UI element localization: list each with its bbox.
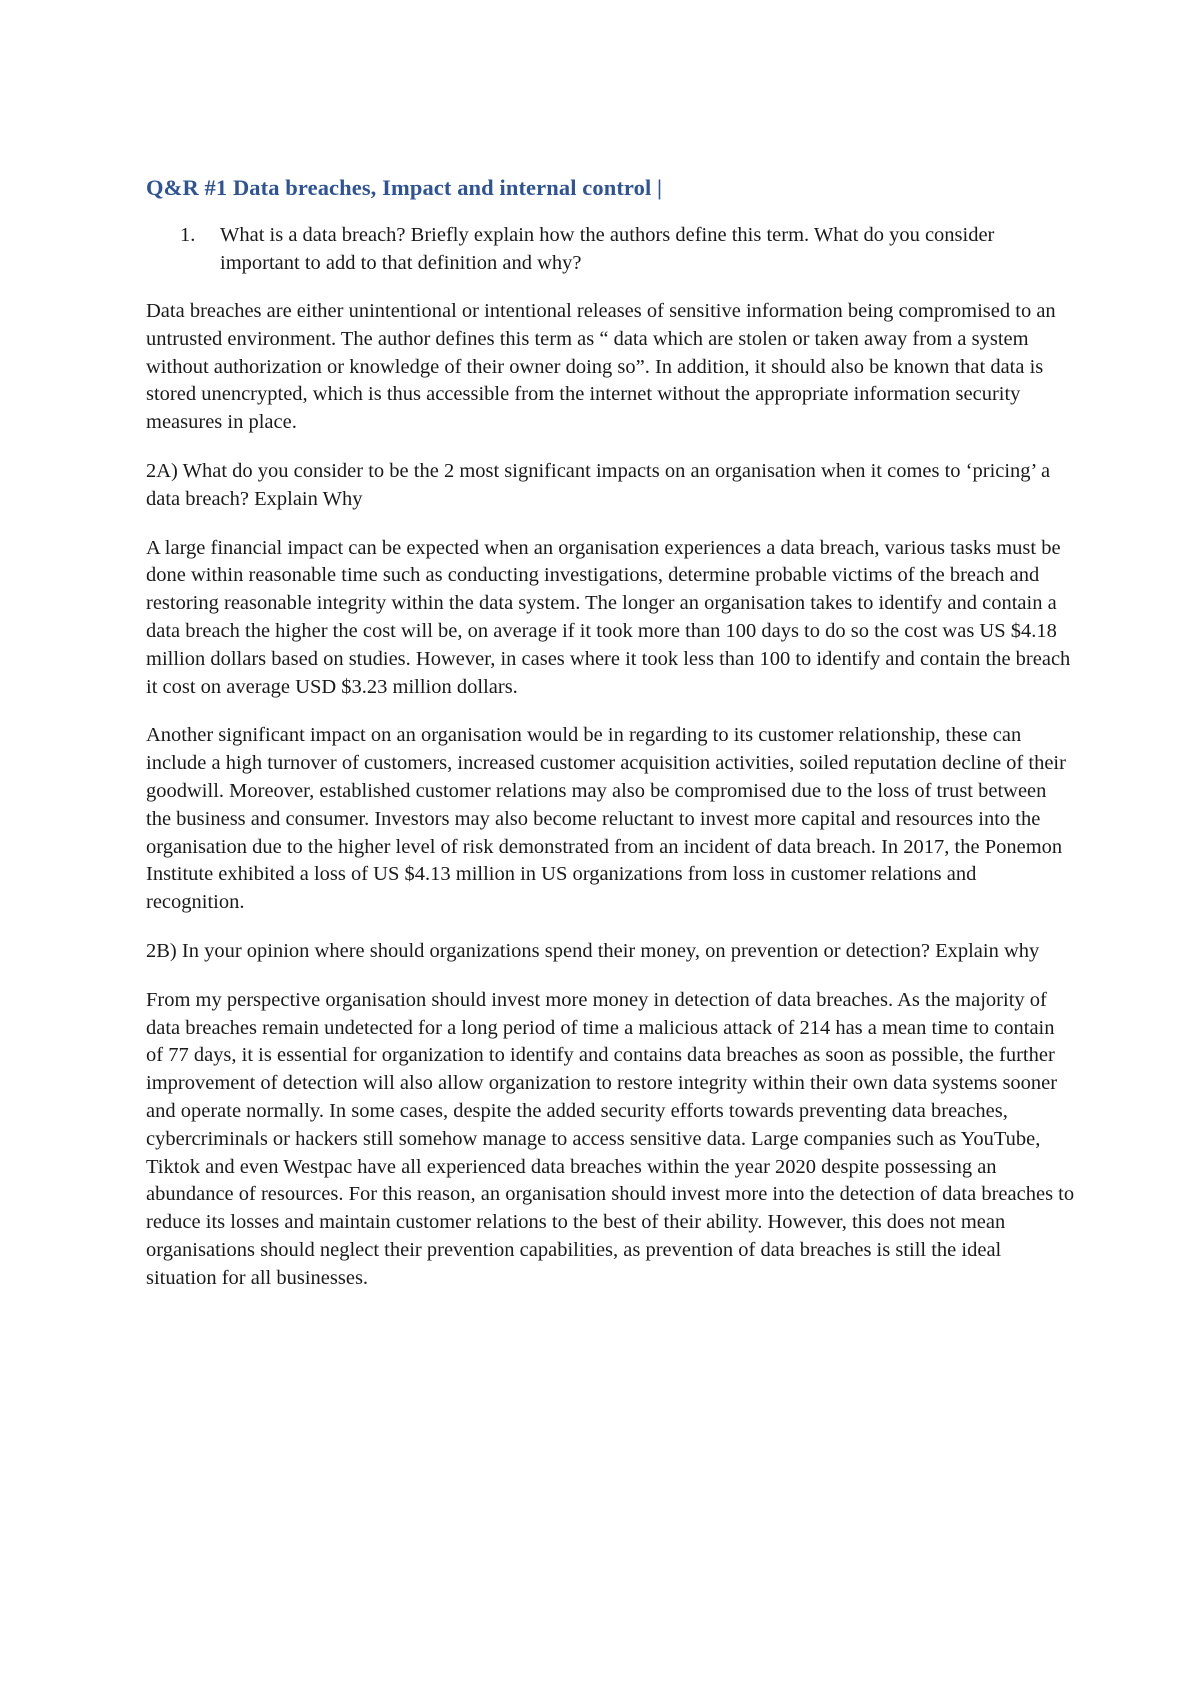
question-2b: 2B) In your opinion where should organizations spend their money, on prevention or detection? Explain why xyxy=(146,939,1040,962)
document-title: Q&R #1 Data breaches, Impact and internal control | xyxy=(146,175,663,200)
answer-2a-paragraph-2: Another significant impact on an organisation would be in regarding to its customer relationship, these can include a high turnover of customers, increased customer acquisition activities, soiled reputation decline of their goodwill. Moreover, established customer relations may also be compromised due to the loss of trust between the business and consumer. Investors may also become reluctant to invest more capital and resources into the organisation due to the higher level of risk demonstrated from an incident of data breach. In 2017, the Ponemon Institute exhibited a loss of US $4.13 million in US organizations from loss in customer relations and recognition. xyxy=(146,724,1066,914)
question-1-number: 1. xyxy=(180,224,196,246)
answer-2b: From my perspective organisation should invest more money in detection of data breaches. As the majority of data breaches remain undetected for a long period of time a malicious attack of 214 has a mean time to contain of 77 days, it is essential for organization to identify and contains data breaches as soon as possible, the further improvement of detection will also allow organization to restore integrity within their own data systems sooner and operate normally. In some cases, despite the added security efforts towards preventing data breaches, cybercriminals or hackers still somehow manage to access sensitive data. Large companies such as YouTube, Tiktok and even Westpac have all experienced data breaches within the year 2020 despite possessing an abundance of resources. For this reason, an organisation should invest more into the detection of data breaches to reduce its losses and maintain customer relations to the best of their ability. However, this does not mean organisations should neglect their prevention capabilities, as prevention of data breaches is still the ideal situation for all businesses. xyxy=(146,988,1075,1289)
question-1-text: What is a data breach? Briefly explain how the authors define this term. What do you consider important to add to that definition and why? xyxy=(220,224,995,274)
document-page xyxy=(146,174,1076,1314)
question-1 xyxy=(146,222,1076,277)
question-list xyxy=(146,222,1076,277)
answer-1: Data breaches are either unintentional or intentional releases of sensitive information being compromised to an untrusted environment. The author defines this term as “ data which are stolen or taken away from a system without authorization or knowledge of their owner doing so”. In addition, it should also be known that data is stored unencrypted, which is thus accessible from the internet without the appropriate information security measures in place. xyxy=(146,300,1056,434)
question-2a: 2A) What do you consider to be the 2 most significant impacts on an organisation when it comes to ‘pricing’ a data breach? Explain Why xyxy=(146,459,1051,510)
answer-2a-paragraph-1: A large financial impact can be expected when an organisation experiences a data breach, various tasks must be done within reasonable time such as conducting investigations, determine probable victims of the breach and restoring reasonable integrity within the data system. The longer an organisation takes to identify and contain a data breach the higher the cost will be, on average if it took more than 100 days to do so the cost was US $4.18 million dollars based on studies. However, in cases where it took less than 100 to identify and contain the breach it cost on average USD $3.23 million dollars. xyxy=(146,536,1071,698)
